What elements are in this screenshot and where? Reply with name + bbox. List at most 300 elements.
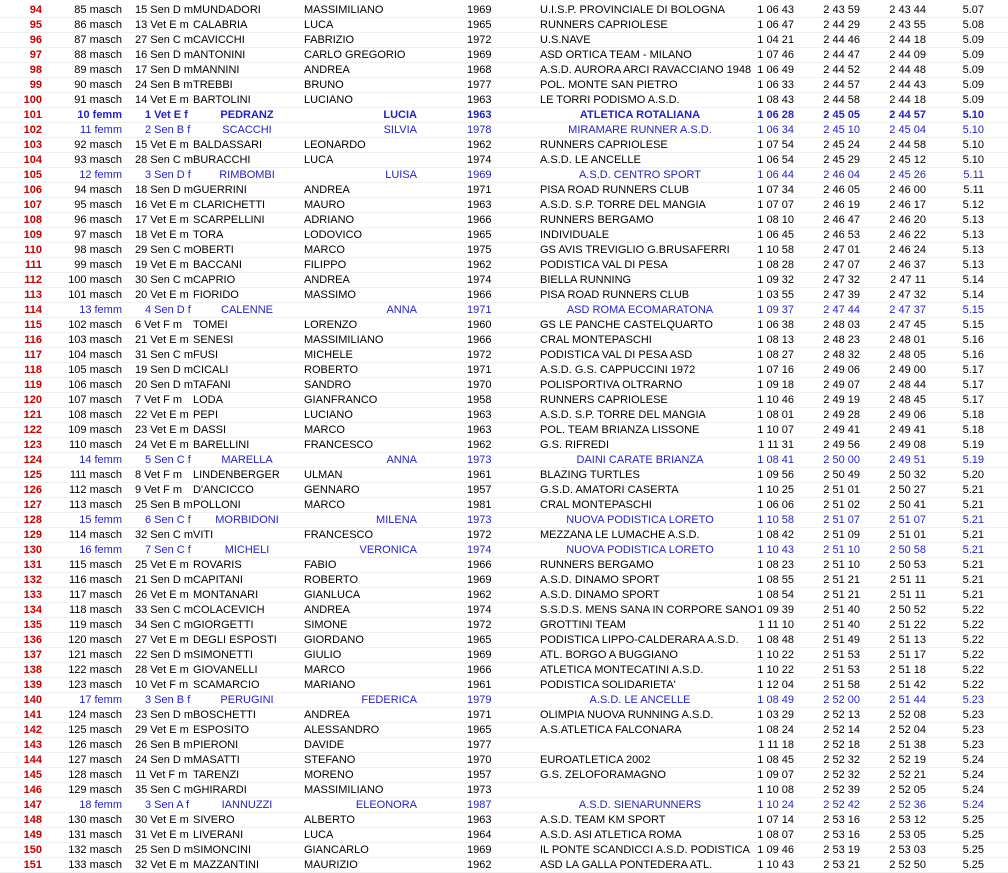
first-name-cell: GENNARO bbox=[304, 484, 360, 496]
split-time-cell: 1 10 58 bbox=[757, 514, 794, 526]
class-cell: 28 Vet E m bbox=[135, 664, 189, 676]
table-row bbox=[0, 723, 1008, 738]
table-row bbox=[0, 843, 1008, 858]
first-name-cell: ANNA bbox=[386, 304, 417, 316]
position-cell: 107 bbox=[23, 199, 42, 211]
class-cell: 4 Sen D f bbox=[145, 304, 191, 316]
first-name-cell: LUISA bbox=[385, 169, 417, 181]
birth-year-cell: 1966 bbox=[467, 559, 492, 571]
club-cell: A.S.D. CENTRO SPORT bbox=[578, 169, 702, 181]
surname-cell: SENESI bbox=[193, 334, 234, 346]
surname-cell: GIORGETTI bbox=[193, 619, 254, 631]
birth-year-cell: 1963 bbox=[467, 409, 492, 421]
category-rank-cell: 104 masch bbox=[68, 349, 122, 361]
gun-time-cell: 2 48 03 bbox=[823, 319, 860, 331]
category-rank-cell: 110 masch bbox=[69, 439, 122, 451]
birth-year-cell: 1963 bbox=[467, 94, 492, 106]
table-row bbox=[0, 183, 1008, 198]
category-rank-cell: 114 masch bbox=[69, 529, 122, 541]
pace-cell: 5.09 bbox=[962, 94, 984, 106]
pace-cell: 5.13 bbox=[962, 244, 984, 256]
position-cell: 121 bbox=[23, 409, 42, 421]
net-time-cell: 2 53 03 bbox=[889, 844, 926, 856]
net-time-cell: 2 48 01 bbox=[889, 334, 926, 346]
gun-time-cell: 2 50 00 bbox=[823, 454, 860, 466]
club-cell: A.S.D. TEAM KM SPORT bbox=[540, 814, 666, 826]
pace-cell: 5.11 bbox=[963, 169, 984, 181]
net-time-cell: 2 49 06 bbox=[889, 409, 926, 421]
category-rank-cell: 89 masch bbox=[74, 64, 122, 76]
class-cell: 16 Sen D m bbox=[135, 49, 194, 61]
gun-time-cell: 2 52 39 bbox=[823, 784, 860, 796]
surname-cell: PIERONI bbox=[193, 739, 239, 751]
pace-cell: 5.13 bbox=[962, 259, 984, 271]
gun-time-cell: 2 50 49 bbox=[823, 469, 860, 481]
split-time-cell: 1 07 14 bbox=[757, 814, 794, 826]
first-name-cell: MAURO bbox=[304, 199, 345, 211]
club-cell: U.S.NAVE bbox=[540, 34, 591, 46]
birth-year-cell: 1968 bbox=[467, 64, 492, 76]
first-name-cell: ANDREA bbox=[304, 64, 350, 76]
club-cell: CRAL MONTEPASCHI bbox=[540, 334, 652, 346]
category-rank-cell: 117 masch bbox=[69, 589, 122, 601]
club-cell: A.S.D. SIENARUNNERS bbox=[578, 799, 702, 811]
split-time-cell: 1 10 24 bbox=[757, 799, 794, 811]
class-cell: 28 Sen C m bbox=[135, 154, 194, 166]
class-cell: 20 Vet E m bbox=[135, 289, 189, 301]
club-cell: GROTTINI TEAM bbox=[540, 619, 626, 631]
category-rank-cell: 90 masch bbox=[74, 79, 122, 91]
table-row bbox=[0, 783, 1008, 798]
surname-cell: CAPRIO bbox=[193, 274, 236, 286]
position-cell: 102 bbox=[23, 124, 42, 136]
club-cell: A.S.D. ASI ATLETICA ROMA bbox=[540, 829, 682, 841]
first-name-cell: CARLO GREGORIO bbox=[304, 49, 406, 61]
split-time-cell: 1 10 22 bbox=[757, 664, 794, 676]
net-time-cell: 2 52 19 bbox=[889, 754, 926, 766]
club-cell: G.S. ZELOFORAMAGNO bbox=[540, 769, 666, 781]
net-time-cell: 2 47 37 bbox=[889, 304, 926, 316]
net-time-cell: 2 50 58 bbox=[889, 544, 926, 556]
table-row bbox=[0, 588, 1008, 603]
birth-year-cell: 1962 bbox=[467, 859, 492, 871]
gun-time-cell: 2 48 32 bbox=[823, 349, 860, 361]
first-name-cell: MASSIMILIANO bbox=[304, 784, 384, 796]
birth-year-cell: 1965 bbox=[467, 634, 492, 646]
pace-cell: 5.07 bbox=[962, 4, 984, 16]
net-time-cell: 2 49 51 bbox=[889, 454, 926, 466]
split-time-cell: 1 08 24 bbox=[757, 724, 794, 736]
surname-cell: GIOVANELLI bbox=[193, 664, 258, 676]
birth-year-cell: 1977 bbox=[467, 739, 492, 751]
birth-year-cell: 1966 bbox=[467, 214, 492, 226]
gun-time-cell: 2 49 28 bbox=[823, 409, 860, 421]
pace-cell: 5.18 bbox=[962, 424, 984, 436]
club-cell: GS AVIS TREVIGLIO G.BRUSAFERRI bbox=[540, 244, 730, 256]
class-cell: 25 Sen B m bbox=[135, 499, 193, 511]
gun-time-cell: 2 49 07 bbox=[823, 379, 860, 391]
table-row bbox=[0, 678, 1008, 693]
position-cell: 141 bbox=[23, 709, 42, 721]
net-time-cell: 2 44 09 bbox=[889, 49, 926, 61]
club-cell: A.S.D. LE ANCELLE bbox=[589, 694, 691, 706]
table-row bbox=[0, 303, 1008, 318]
birth-year-cell: 1969 bbox=[467, 844, 492, 856]
net-time-cell: 2 49 41 bbox=[889, 424, 926, 436]
split-time-cell: 1 09 18 bbox=[757, 379, 794, 391]
pace-cell: 5.08 bbox=[962, 19, 984, 31]
net-time-cell: 2 46 24 bbox=[889, 244, 926, 256]
first-name-cell: ANDREA bbox=[304, 274, 350, 286]
table-row bbox=[0, 228, 1008, 243]
pace-cell: 5.09 bbox=[962, 49, 984, 61]
class-cell: 3 Sen D f bbox=[145, 169, 191, 181]
net-time-cell: 2 43 55 bbox=[889, 19, 926, 31]
category-rank-cell: 133 masch bbox=[68, 859, 122, 871]
category-rank-cell: 124 masch bbox=[68, 709, 122, 721]
position-cell: 139 bbox=[23, 679, 42, 691]
surname-cell: CICALI bbox=[193, 364, 229, 376]
gun-time-cell: 2 51 10 bbox=[823, 544, 860, 556]
position-cell: 116 bbox=[24, 334, 42, 346]
club-cell: A.S.D. LE ANCELLE bbox=[540, 154, 641, 166]
class-cell: 24 Sen B m bbox=[135, 79, 193, 91]
split-time-cell: 1 08 42 bbox=[757, 529, 794, 541]
split-time-cell: 1 03 55 bbox=[757, 289, 794, 301]
club-cell: RUNNERS BERGAMO bbox=[540, 214, 654, 226]
category-rank-cell: 126 masch bbox=[68, 739, 122, 751]
gun-time-cell: 2 53 16 bbox=[823, 829, 860, 841]
table-row bbox=[0, 378, 1008, 393]
birth-year-cell: 1973 bbox=[467, 784, 492, 796]
category-rank-cell: 93 masch bbox=[74, 154, 122, 166]
gun-time-cell: 2 51 40 bbox=[823, 619, 860, 631]
birth-year-cell: 1975 bbox=[467, 244, 492, 256]
club-cell: LE TORRI PODISMO A.S.D. bbox=[540, 94, 680, 106]
category-rank-cell: 102 masch bbox=[68, 319, 122, 331]
birth-year-cell: 1965 bbox=[467, 19, 492, 31]
split-time-cell: 1 09 37 bbox=[757, 304, 794, 316]
table-row bbox=[0, 528, 1008, 543]
birth-year-cell: 1963 bbox=[467, 109, 492, 121]
pace-cell: 5.16 bbox=[962, 334, 984, 346]
table-row bbox=[0, 363, 1008, 378]
net-time-cell: 2 51 42 bbox=[889, 679, 926, 691]
split-time-cell: 1 09 39 bbox=[757, 604, 794, 616]
surname-cell: MONTANARI bbox=[193, 589, 259, 601]
birth-year-cell: 1971 bbox=[467, 184, 492, 196]
category-rank-cell: 91 masch bbox=[74, 94, 122, 106]
position-cell: 135 bbox=[23, 619, 42, 631]
class-cell: 24 Sen D m bbox=[135, 754, 194, 766]
birth-year-cell: 1973 bbox=[467, 514, 492, 526]
table-row bbox=[0, 288, 1008, 303]
club-cell: NUOVA PODISTICA LORETO bbox=[566, 544, 714, 556]
net-time-cell: 2 45 12 bbox=[889, 154, 926, 166]
split-time-cell: 1 10 43 bbox=[757, 544, 794, 556]
birth-year-cell: 1966 bbox=[467, 664, 492, 676]
club-cell: POL. MONTE SAN PIETRO bbox=[540, 79, 678, 91]
split-time-cell: 1 09 46 bbox=[757, 844, 794, 856]
position-cell: 140 bbox=[23, 694, 42, 706]
net-time-cell: 2 51 18 bbox=[889, 664, 926, 676]
class-cell: 27 Sen C m bbox=[135, 34, 194, 46]
class-cell: 7 Sen C f bbox=[145, 544, 191, 556]
class-cell: 23 Vet E m bbox=[135, 424, 189, 436]
class-cell: 30 Sen C m bbox=[135, 274, 194, 286]
table-row bbox=[0, 93, 1008, 108]
split-time-cell: 1 06 33 bbox=[757, 79, 794, 91]
birth-year-cell: 1981 bbox=[467, 499, 492, 511]
table-row bbox=[0, 138, 1008, 153]
net-time-cell: 2 51 13 bbox=[889, 634, 926, 646]
first-name-cell: LUCIANO bbox=[304, 94, 353, 106]
table-row bbox=[0, 483, 1008, 498]
first-name-cell: GIORDANO bbox=[304, 634, 364, 646]
split-time-cell: 1 08 10 bbox=[757, 214, 794, 226]
net-time-cell: 2 48 05 bbox=[889, 349, 926, 361]
pace-cell: 5.21 bbox=[962, 529, 984, 541]
pace-cell: 5.15 bbox=[962, 319, 984, 331]
birth-year-cell: 1958 bbox=[467, 394, 492, 406]
split-time-cell: 1 06 47 bbox=[757, 19, 794, 31]
first-name-cell: BRUNO bbox=[304, 79, 344, 91]
position-cell: 125 bbox=[23, 469, 42, 481]
position-cell: 114 bbox=[24, 304, 42, 316]
table-row bbox=[0, 453, 1008, 468]
surname-cell: MUNDADORI bbox=[193, 4, 261, 16]
surname-cell: TAFANI bbox=[193, 379, 231, 391]
category-rank-cell: 92 masch bbox=[74, 139, 122, 151]
net-time-cell: 2 47 11 bbox=[890, 274, 926, 286]
net-time-cell: 2 49 00 bbox=[889, 364, 926, 376]
gun-time-cell: 2 49 06 bbox=[823, 364, 860, 376]
pace-cell: 5.21 bbox=[962, 514, 984, 526]
gun-time-cell: 2 47 07 bbox=[823, 259, 860, 271]
table-row bbox=[0, 513, 1008, 528]
surname-cell: CALABRIA bbox=[193, 19, 248, 31]
club-cell: ATL. BORGO A BUGGIANO bbox=[540, 649, 678, 661]
table-row bbox=[0, 738, 1008, 753]
club-cell: A.S.D. DINAMO SPORT bbox=[540, 589, 660, 601]
split-time-cell: 1 10 46 bbox=[757, 394, 794, 406]
split-time-cell: 1 04 21 bbox=[757, 34, 794, 46]
first-name-cell: GIULIO bbox=[304, 649, 342, 661]
club-cell: G.S.D. AMATORI CASERTA bbox=[540, 484, 679, 496]
net-time-cell: 2 51 11 bbox=[890, 574, 926, 586]
surname-cell: D'ANCICCO bbox=[193, 484, 254, 496]
class-cell: 19 Vet E m bbox=[135, 259, 189, 271]
pace-cell: 5.17 bbox=[962, 394, 984, 406]
pace-cell: 5.21 bbox=[962, 544, 984, 556]
first-name-cell: FEDERICA bbox=[361, 694, 417, 706]
gun-time-cell: 2 51 07 bbox=[823, 514, 860, 526]
club-cell: A.S.D. AURORA ARCI RAVACCIANO 1948 bbox=[540, 64, 752, 76]
split-time-cell: 1 08 13 bbox=[757, 334, 794, 346]
birth-year-cell: 1962 bbox=[467, 589, 492, 601]
pace-cell: 5.11 bbox=[963, 184, 984, 196]
net-time-cell: 2 45 26 bbox=[889, 169, 926, 181]
class-cell: 11 Vet F m bbox=[135, 769, 188, 781]
split-time-cell: 1 08 54 bbox=[757, 589, 794, 601]
position-cell: 108 bbox=[23, 214, 42, 226]
gun-time-cell: 2 51 21 bbox=[823, 589, 860, 601]
split-time-cell: 1 07 07 bbox=[757, 199, 794, 211]
first-name-cell: DAVIDE bbox=[304, 739, 345, 751]
category-rank-cell: 13 femm bbox=[79, 304, 122, 316]
first-name-cell: ADRIANO bbox=[304, 214, 355, 226]
first-name-cell: SANDRO bbox=[304, 379, 352, 391]
net-time-cell: 2 46 37 bbox=[889, 259, 926, 271]
first-name-cell: MARIANO bbox=[304, 679, 356, 691]
category-rank-cell: 10 femm bbox=[77, 109, 122, 121]
table-row bbox=[0, 18, 1008, 33]
gun-time-cell: 2 48 23 bbox=[823, 334, 860, 346]
class-cell: 5 Sen C f bbox=[145, 454, 191, 466]
position-cell: 142 bbox=[23, 724, 42, 736]
net-time-cell: 2 44 18 bbox=[889, 94, 926, 106]
table-row bbox=[0, 78, 1008, 93]
position-cell: 111 bbox=[24, 259, 42, 271]
split-time-cell: 1 10 07 bbox=[757, 424, 794, 436]
surname-cell: TARENZI bbox=[193, 769, 240, 781]
first-name-cell: FABRIZIO bbox=[304, 34, 355, 46]
birth-year-cell: 1987 bbox=[467, 799, 492, 811]
club-cell: RUNNERS CAPRIOLESE bbox=[540, 394, 668, 406]
gun-time-cell: 2 44 47 bbox=[823, 49, 860, 61]
category-rank-cell: 120 masch bbox=[68, 634, 122, 646]
club-cell: PODISTICA LIPPO-CALDERARA A.S.D. bbox=[540, 634, 739, 646]
surname-cell: FIORIDO bbox=[193, 289, 239, 301]
first-name-cell: SILVIA bbox=[383, 124, 417, 136]
category-rank-cell: 115 masch bbox=[69, 559, 122, 571]
club-cell: NUOVA PODISTICA LORETO bbox=[566, 514, 714, 526]
surname-cell: MASATTI bbox=[193, 754, 240, 766]
class-cell: 7 Vet F m bbox=[135, 394, 183, 406]
split-time-cell: 1 06 28 bbox=[757, 109, 794, 121]
club-cell: BLAZING TURTLES bbox=[540, 469, 640, 481]
split-time-cell: 1 11 10 bbox=[758, 619, 794, 631]
club-cell: POL. TEAM BRIANZA LISSONE bbox=[540, 424, 700, 436]
first-name-cell: ANDREA bbox=[304, 709, 350, 721]
category-rank-cell: 113 masch bbox=[69, 499, 122, 511]
pace-cell: 5.10 bbox=[962, 124, 984, 136]
split-time-cell: 1 08 43 bbox=[757, 94, 794, 106]
class-cell: 3 Sen B f bbox=[145, 694, 191, 706]
first-name-cell: MARCO bbox=[304, 664, 345, 676]
club-cell: DAINI CARATE BRIANZA bbox=[576, 454, 704, 466]
net-time-cell: 2 52 05 bbox=[889, 784, 926, 796]
first-name-cell: FRANCESCO bbox=[304, 529, 374, 541]
first-name-cell: VERONICA bbox=[359, 544, 417, 556]
birth-year-cell: 1974 bbox=[467, 544, 492, 556]
table-row bbox=[0, 768, 1008, 783]
category-rank-cell: 16 femm bbox=[79, 544, 122, 556]
birth-year-cell: 1969 bbox=[467, 649, 492, 661]
first-name-cell: MARCO bbox=[304, 499, 345, 511]
birth-year-cell: 1969 bbox=[467, 574, 492, 586]
split-time-cell: 1 06 44 bbox=[757, 169, 794, 181]
net-time-cell: 2 44 48 bbox=[889, 64, 926, 76]
net-time-cell: 2 43 44 bbox=[889, 4, 926, 16]
net-time-cell: 2 51 44 bbox=[889, 694, 926, 706]
category-rank-cell: 99 masch bbox=[74, 259, 122, 271]
birth-year-cell: 1963 bbox=[467, 199, 492, 211]
surname-cell: LINDENBERGER bbox=[193, 469, 280, 481]
club-cell: ATLETICA MONTECATINI A.S.D. bbox=[540, 664, 704, 676]
category-rank-cell: 100 masch bbox=[68, 274, 122, 286]
pace-cell: 5.14 bbox=[962, 274, 984, 286]
gun-time-cell: 2 46 53 bbox=[823, 229, 860, 241]
category-rank-cell: 132 masch bbox=[68, 844, 122, 856]
split-time-cell: 1 07 34 bbox=[757, 184, 794, 196]
position-cell: 109 bbox=[23, 229, 42, 241]
birth-year-cell: 1971 bbox=[467, 709, 492, 721]
net-time-cell: 2 47 32 bbox=[889, 289, 926, 301]
club-cell: MIRAMARE RUNNER A.S.D. bbox=[568, 124, 712, 136]
surname-cell: DEGLI ESPOSTI bbox=[193, 634, 277, 646]
position-cell: 95 bbox=[29, 19, 42, 31]
gun-time-cell: 2 53 16 bbox=[823, 814, 860, 826]
table-row bbox=[0, 318, 1008, 333]
position-cell: 151 bbox=[23, 859, 42, 871]
club-cell: A.S.ATLETICA FALCONARA bbox=[540, 724, 682, 736]
pace-cell: 5.23 bbox=[962, 694, 984, 706]
class-cell: 35 Sen C m bbox=[135, 784, 194, 796]
gun-time-cell: 2 51 01 bbox=[823, 484, 860, 496]
split-time-cell: 1 08 45 bbox=[757, 754, 794, 766]
first-name-cell: GIANLUCA bbox=[304, 589, 361, 601]
net-time-cell: 2 52 36 bbox=[889, 799, 926, 811]
table-row bbox=[0, 123, 1008, 138]
table-row bbox=[0, 858, 1008, 873]
class-cell: 17 Sen D m bbox=[135, 64, 194, 76]
position-cell: 112 bbox=[24, 274, 42, 286]
position-cell: 131 bbox=[23, 559, 42, 571]
pace-cell: 5.15 bbox=[962, 304, 984, 316]
category-rank-cell: 96 masch bbox=[74, 214, 122, 226]
first-name-cell: GIANFRANCO bbox=[304, 394, 378, 406]
split-time-cell: 1 10 58 bbox=[757, 244, 794, 256]
gun-time-cell: 2 45 24 bbox=[823, 139, 860, 151]
birth-year-cell: 1957 bbox=[467, 769, 492, 781]
position-cell: 101 bbox=[23, 109, 42, 121]
class-cell: 22 Sen D m bbox=[135, 649, 194, 661]
position-cell: 97 bbox=[29, 49, 42, 61]
surname-cell: SIMONETTI bbox=[193, 649, 253, 661]
birth-year-cell: 1972 bbox=[467, 349, 492, 361]
pace-cell: 5.22 bbox=[962, 634, 984, 646]
table-row bbox=[0, 753, 1008, 768]
net-time-cell: 2 46 22 bbox=[889, 229, 926, 241]
club-cell: IL PONTE SCANDICCI A.S.D. PODISTICA bbox=[540, 844, 750, 856]
surname-cell: TORA bbox=[193, 229, 224, 241]
birth-year-cell: 1974 bbox=[467, 604, 492, 616]
birth-year-cell: 1963 bbox=[467, 814, 492, 826]
gun-time-cell: 2 51 53 bbox=[823, 649, 860, 661]
table-row bbox=[0, 348, 1008, 363]
category-rank-cell: 125 masch bbox=[68, 724, 122, 736]
table-row bbox=[0, 648, 1008, 663]
pace-cell: 5.25 bbox=[962, 814, 984, 826]
class-cell: 13 Vet E m bbox=[135, 19, 189, 31]
first-name-cell: LUCA bbox=[304, 154, 334, 166]
gun-time-cell: 2 53 21 bbox=[823, 859, 860, 871]
category-rank-cell: 111 masch bbox=[69, 469, 122, 481]
birth-year-cell: 1966 bbox=[467, 334, 492, 346]
split-time-cell: 1 10 08 bbox=[757, 784, 794, 796]
class-cell: 25 Sen D m bbox=[135, 844, 194, 856]
